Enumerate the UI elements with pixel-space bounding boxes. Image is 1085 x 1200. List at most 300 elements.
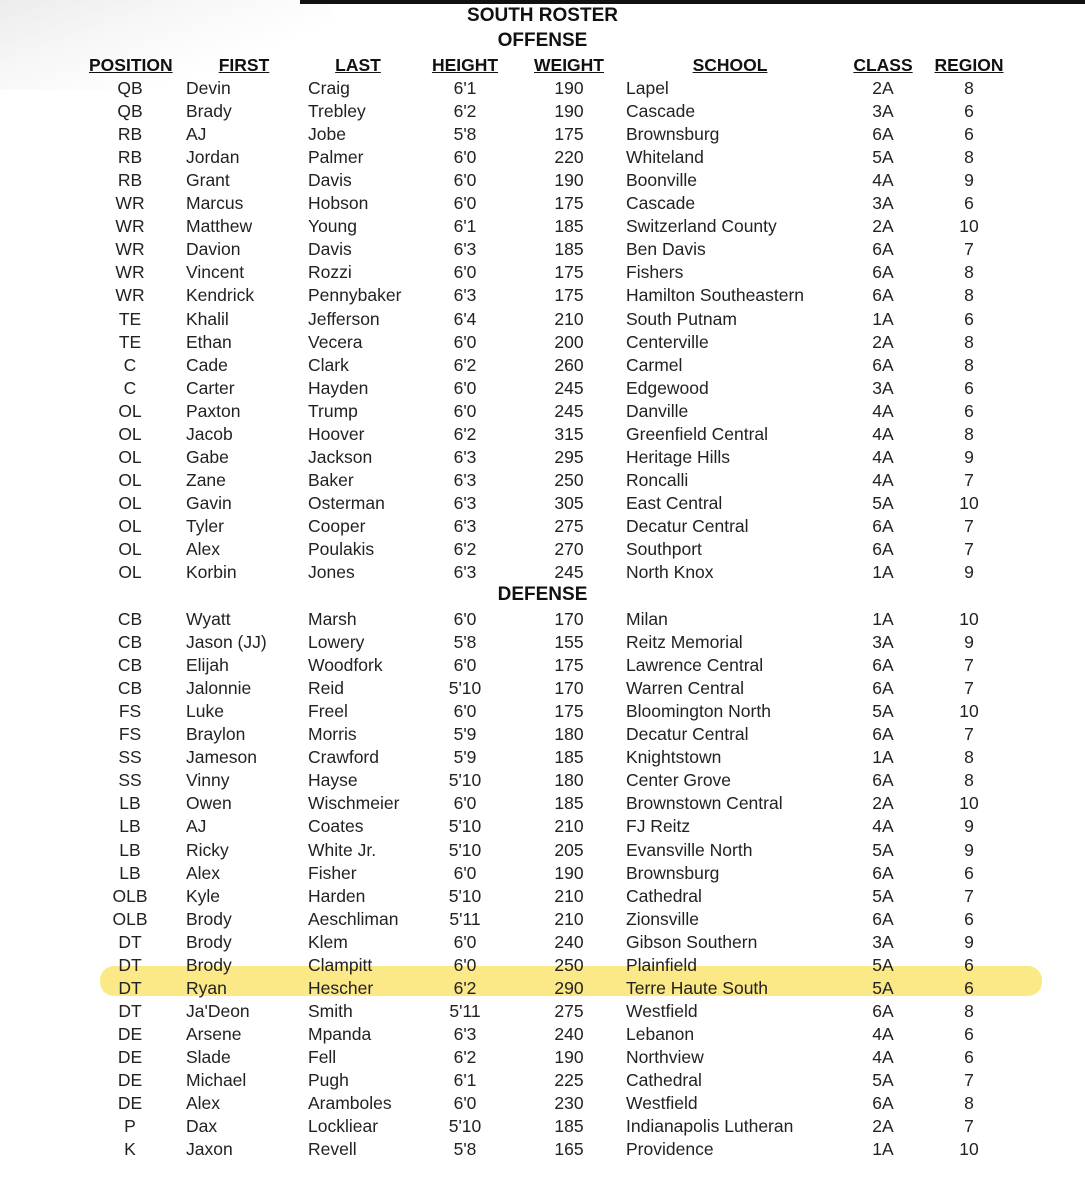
region-cell: 6	[964, 1046, 974, 1067]
first-name-cell: Paxton	[186, 400, 241, 421]
region-cell: 8	[964, 78, 974, 98]
last-name-cell: Jobe	[308, 124, 346, 145]
school-cell: Roncalli	[626, 469, 689, 490]
region-cell: 9	[964, 931, 974, 952]
region-cell: 10	[959, 492, 979, 513]
school-cell: Gibson Southern	[626, 931, 758, 952]
last-name-cell: Mpanda	[308, 1023, 372, 1044]
header-region: REGION	[934, 55, 1004, 75]
last-name-cell: Vecera	[308, 331, 363, 352]
first-name-cell: Owen	[186, 793, 232, 814]
weight-cell: 295	[554, 446, 584, 467]
school-cell: Centerville	[626, 331, 709, 352]
class-cell: 6A	[872, 678, 894, 699]
first-name-cell: Alex	[186, 862, 221, 883]
table-row	[0, 885, 1085, 908]
weight-cell: 175	[554, 262, 584, 283]
first-name-cell: Grant	[186, 170, 230, 191]
region-cell: 7	[964, 515, 974, 536]
height-cell: 5'11	[449, 908, 481, 929]
last-name-cell: Harden	[308, 885, 366, 906]
position-cell: OL	[118, 400, 142, 421]
class-cell: 6A	[872, 770, 894, 791]
region-cell: 9	[964, 632, 974, 653]
header-school: SCHOOL	[692, 55, 768, 75]
last-name-cell: Clark	[308, 354, 349, 375]
position-cell: C	[123, 354, 137, 375]
first-name-cell: Dax	[186, 1116, 218, 1137]
table-row	[0, 977, 1085, 1000]
first-name-cell: Alex	[186, 539, 221, 559]
last-name-cell: Coates	[308, 816, 364, 837]
school-cell: Brownstown Central	[626, 793, 783, 814]
school-cell: Cascade	[626, 101, 696, 122]
height-cell: 6'3	[453, 469, 477, 490]
class-cell: 3A	[872, 377, 894, 398]
height-cell: 6'0	[453, 377, 477, 398]
first-name-cell: Zane	[186, 469, 226, 490]
height-cell: 6'0	[453, 793, 477, 814]
table-row	[0, 1023, 1085, 1046]
table-row	[0, 469, 1085, 492]
last-name-cell: Freel	[308, 701, 348, 722]
offense-heading: OFFENSE	[497, 30, 588, 51]
region-cell: 8	[964, 331, 974, 352]
first-name-cell: Vinny	[186, 770, 230, 791]
class-cell: 6A	[872, 515, 894, 536]
last-name-cell: Craig	[308, 78, 350, 98]
height-cell: 6'3	[453, 285, 477, 306]
table-row	[0, 746, 1085, 769]
first-name-cell: Elijah	[186, 655, 229, 676]
region-cell: 8	[964, 147, 974, 168]
header-position: POSITION	[89, 55, 173, 75]
position-cell: QB	[117, 78, 143, 98]
table-row	[0, 492, 1085, 515]
position-cell: WR	[115, 193, 145, 214]
weight-cell: 210	[554, 885, 584, 906]
height-cell: 5'10	[448, 1116, 482, 1137]
first-name-cell: Arsene	[186, 1023, 242, 1044]
position-cell: OL	[118, 446, 142, 467]
first-name-cell: Ja'Deon	[186, 1000, 250, 1021]
table-row	[0, 1092, 1085, 1115]
header-last: LAST	[335, 55, 381, 75]
weight-cell: 275	[554, 1000, 584, 1021]
last-name-cell: Smith	[308, 1000, 353, 1021]
weight-cell: 210	[554, 816, 584, 837]
weight-cell: 305	[554, 492, 584, 513]
position-cell: DT	[118, 954, 142, 975]
position-cell: OL	[118, 539, 142, 559]
weight-cell: 190	[554, 170, 584, 191]
header-class: CLASS	[853, 55, 913, 75]
weight-cell: 275	[554, 515, 584, 536]
height-cell: 6'0	[453, 400, 477, 421]
position-cell: SS	[118, 747, 142, 768]
height-cell: 5'10	[448, 770, 482, 791]
height-cell: 6'0	[453, 701, 477, 722]
weight-cell: 205	[554, 839, 584, 860]
position-cell: WR	[115, 262, 145, 283]
position-cell: RB	[117, 170, 143, 191]
region-cell: 10	[959, 701, 979, 722]
region-cell: 6	[964, 908, 974, 929]
position-cell: CB	[117, 632, 143, 653]
height-cell: 5'8	[453, 1139, 477, 1160]
position-cell: DT	[118, 931, 142, 952]
last-name-cell: Wischmeier	[308, 793, 400, 814]
class-cell: 5A	[872, 885, 894, 906]
table-row	[0, 839, 1085, 862]
class-cell: 6A	[872, 655, 894, 676]
region-cell: 9	[964, 816, 974, 837]
first-name-cell: Ethan	[186, 331, 232, 352]
table-row	[0, 608, 1085, 631]
school-cell: Knightstown	[626, 747, 722, 768]
table-row	[0, 261, 1085, 284]
last-name-cell: Rozzi	[308, 262, 352, 283]
school-cell: Brownsburg	[626, 124, 720, 145]
school-cell: Terre Haute South	[626, 977, 769, 998]
position-cell: CB	[117, 609, 143, 629]
weight-cell: 190	[554, 101, 584, 122]
weight-cell: 175	[554, 124, 584, 145]
table-row	[0, 515, 1085, 538]
region-cell: 9	[964, 839, 974, 860]
weight-cell: 225	[554, 1070, 584, 1090]
weight-cell: 240	[554, 1023, 584, 1044]
region-cell: 8	[964, 1000, 974, 1021]
region-cell: 7	[964, 1070, 974, 1090]
class-cell: 5A	[872, 701, 894, 722]
weight-cell: 240	[554, 931, 584, 952]
last-name-cell: White Jr.	[308, 839, 377, 860]
first-name-cell: Alex	[186, 1093, 221, 1114]
table-row	[0, 331, 1085, 354]
table-row	[0, 677, 1085, 700]
school-cell: Heritage Hills	[626, 446, 731, 467]
position-cell: C	[123, 377, 137, 398]
position-cell: LB	[119, 793, 141, 814]
school-cell: Cathedral	[626, 1070, 702, 1090]
weight-cell: 175	[554, 701, 584, 722]
region-cell: 10	[959, 609, 979, 629]
first-name-cell: Slade	[186, 1046, 231, 1067]
school-cell: Lapel	[626, 78, 669, 98]
school-cell: Westfield	[626, 1000, 698, 1021]
first-name-cell: Jordan	[186, 147, 240, 168]
region-cell: 6	[964, 400, 974, 421]
table-row	[0, 400, 1085, 423]
weight-cell: 170	[554, 609, 584, 629]
school-cell: Lebanon	[626, 1023, 695, 1044]
position-cell: WR	[115, 239, 145, 260]
height-cell: 6'0	[453, 609, 477, 629]
region-cell: 6	[964, 862, 974, 883]
region-cell: 10	[959, 793, 979, 814]
table-row	[0, 284, 1085, 307]
position-cell: QB	[117, 101, 143, 122]
position-cell: OLB	[112, 885, 148, 906]
weight-cell: 210	[554, 308, 584, 329]
height-cell: 6'2	[453, 1046, 477, 1067]
last-name-cell: Clampitt	[308, 954, 373, 975]
school-cell: Brownsburg	[626, 862, 720, 883]
region-cell: 6	[964, 377, 974, 398]
weight-cell: 250	[554, 954, 584, 975]
class-cell: 3A	[872, 101, 894, 122]
height-cell: 6'0	[453, 331, 477, 352]
class-cell: 6A	[872, 539, 894, 559]
weight-cell: 245	[554, 400, 584, 421]
school-cell: Lawrence Central	[626, 655, 764, 676]
height-cell: 6'0	[453, 193, 477, 214]
position-cell: TE	[118, 308, 142, 329]
weight-cell: 210	[554, 908, 584, 929]
school-cell: Milan	[626, 609, 668, 629]
class-cell: 5A	[872, 954, 894, 975]
table-row	[0, 815, 1085, 838]
last-name-cell: Trump	[308, 400, 358, 421]
school-cell: Cascade	[626, 193, 696, 214]
position-cell: WR	[115, 216, 145, 237]
table-row	[0, 446, 1085, 469]
height-cell: 6'2	[453, 101, 477, 122]
region-cell: 6	[964, 124, 974, 145]
position-cell: WR	[115, 285, 145, 306]
first-name-cell: Vincent	[186, 262, 245, 283]
region-cell: 9	[964, 562, 974, 583]
table-row	[0, 377, 1085, 400]
height-cell: 5'9	[453, 724, 477, 745]
school-cell: Switzerland County	[626, 216, 777, 237]
class-cell: 6A	[872, 724, 894, 745]
table-row	[0, 1000, 1085, 1023]
height-cell: 6'0	[453, 262, 477, 283]
height-cell: 6'0	[453, 170, 477, 191]
table-row	[0, 700, 1085, 723]
last-name-cell: Aeschliman	[308, 908, 399, 929]
school-cell: South Putnam	[626, 308, 737, 329]
last-name-cell: Hoover	[308, 423, 365, 444]
school-cell: Cathedral	[626, 885, 702, 906]
first-name-cell: Tyler	[186, 515, 224, 536]
school-cell: East Central	[626, 492, 723, 513]
first-name-cell: Brady	[186, 101, 232, 122]
last-name-cell: Woodfork	[308, 655, 383, 676]
school-cell: Northview	[626, 1046, 704, 1067]
first-name-cell: Khalil	[186, 308, 229, 329]
position-cell: LB	[119, 839, 141, 860]
position-cell: CB	[117, 678, 143, 699]
school-cell: Decatur Central	[626, 724, 749, 745]
class-cell: 6A	[872, 354, 894, 375]
first-name-cell: Gavin	[186, 492, 232, 513]
height-cell: 5'8	[453, 632, 477, 653]
school-cell: Indianapolis Lutheran	[626, 1116, 794, 1137]
weight-cell: 175	[554, 285, 584, 306]
table-row	[0, 561, 1085, 584]
first-name-cell: Luke	[186, 701, 224, 722]
first-name-cell: Jameson	[186, 747, 258, 768]
first-name-cell: AJ	[186, 124, 207, 145]
table-row	[0, 908, 1085, 931]
weight-cell: 190	[554, 78, 584, 98]
last-name-cell: Hayse	[308, 770, 358, 791]
class-cell: 4A	[872, 1023, 894, 1044]
class-cell: 1A	[872, 609, 894, 629]
last-name-cell: Davis	[308, 170, 352, 191]
class-cell: 6A	[872, 862, 894, 883]
school-cell: Hamilton Southeastern	[626, 285, 805, 306]
first-name-cell: Brody	[186, 954, 232, 975]
height-cell: 6'3	[453, 1023, 477, 1044]
position-cell: OL	[118, 492, 142, 513]
last-name-cell: Fisher	[308, 862, 357, 883]
class-cell: 1A	[872, 747, 894, 768]
weight-cell: 155	[554, 632, 584, 653]
height-cell: 6'2	[453, 977, 477, 998]
height-cell: 6'2	[453, 354, 477, 375]
class-cell: 6A	[872, 1093, 894, 1114]
class-cell: 2A	[872, 1116, 894, 1137]
table-row	[0, 1138, 1085, 1161]
weight-cell: 230	[554, 1093, 584, 1114]
class-cell: 4A	[872, 1046, 894, 1067]
school-cell: Westfield	[626, 1093, 698, 1114]
first-name-cell: Kendrick	[186, 285, 255, 306]
table-row	[0, 1046, 1085, 1069]
height-cell: 6'3	[453, 562, 477, 583]
header-height: HEIGHT	[431, 55, 499, 75]
last-name-cell: Lockliear	[308, 1116, 379, 1137]
last-name-cell: Trebley	[308, 101, 366, 122]
region-cell: 8	[964, 262, 974, 283]
class-cell: 1A	[872, 1139, 894, 1160]
height-cell: 5'10	[448, 678, 482, 699]
position-cell: DE	[117, 1070, 143, 1090]
school-cell: Whiteland	[626, 147, 704, 168]
height-cell: 5'8	[453, 124, 477, 145]
school-cell: Bloomington North	[626, 701, 771, 722]
first-name-cell: Brody	[186, 908, 232, 929]
position-cell: FS	[118, 724, 142, 745]
school-cell: Edgewood	[626, 377, 709, 398]
position-cell: LB	[119, 816, 141, 837]
table-row	[0, 1069, 1085, 1092]
position-cell: DT	[118, 977, 142, 998]
height-cell: 6'3	[453, 446, 477, 467]
region-cell: 7	[964, 724, 974, 745]
region-cell: 10	[959, 216, 979, 237]
last-name-cell: Jones	[308, 562, 355, 583]
region-cell: 8	[964, 770, 974, 791]
region-cell: 10	[959, 1139, 979, 1160]
class-cell: 6A	[872, 285, 894, 306]
region-cell: 8	[964, 423, 974, 444]
height-cell: 5'11	[449, 1000, 481, 1021]
position-cell: LB	[119, 862, 141, 883]
last-name-cell: Pennybaker	[308, 285, 402, 306]
weight-cell: 185	[554, 747, 584, 768]
region-cell: 6	[964, 193, 974, 214]
class-cell: 6A	[872, 1000, 894, 1021]
first-name-cell: Jason (JJ)	[186, 632, 267, 653]
height-cell: 6'1	[453, 1070, 477, 1090]
class-cell: 3A	[872, 193, 894, 214]
position-cell: OL	[118, 515, 142, 536]
region-cell: 8	[964, 1093, 974, 1114]
table-row	[0, 1115, 1085, 1138]
first-name-cell: Jaxon	[186, 1139, 233, 1160]
region-cell: 8	[964, 354, 974, 375]
position-cell: CB	[117, 655, 143, 676]
class-cell: 4A	[872, 170, 894, 191]
school-cell: Southport	[626, 539, 702, 559]
class-cell: 1A	[872, 308, 894, 329]
last-name-cell: Osterman	[308, 492, 385, 513]
class-cell: 2A	[872, 793, 894, 814]
first-name-cell: Jalonnie	[186, 678, 252, 699]
table-row	[0, 654, 1085, 677]
height-cell: 6'1	[453, 216, 477, 237]
table-row	[0, 423, 1085, 446]
school-cell: Greenfield Central	[626, 423, 769, 444]
position-cell: TE	[118, 331, 142, 352]
weight-cell: 170	[554, 678, 584, 699]
class-cell: 5A	[872, 492, 894, 513]
school-cell: Providence	[626, 1139, 714, 1160]
table-row	[0, 192, 1085, 215]
table-row	[0, 169, 1085, 192]
table-row	[0, 769, 1085, 792]
height-cell: 6'0	[453, 954, 477, 975]
first-name-cell: Gabe	[186, 446, 229, 467]
height-cell: 6'0	[453, 147, 477, 168]
class-cell: 6A	[872, 262, 894, 283]
last-name-cell: Palmer	[308, 147, 364, 168]
last-name-cell: Crawford	[308, 747, 379, 768]
last-name-cell: Lowery	[308, 632, 365, 653]
last-name-cell: Morris	[308, 724, 357, 745]
first-name-cell: Braylon	[186, 724, 246, 745]
position-cell: DE	[117, 1046, 143, 1067]
height-cell: 6'0	[453, 931, 477, 952]
first-name-cell: Davion	[186, 239, 241, 260]
height-cell: 6'0	[453, 655, 477, 676]
weight-cell: 175	[554, 655, 584, 676]
height-cell: 5'9	[453, 747, 477, 768]
table-row	[0, 215, 1085, 238]
table-row	[0, 100, 1085, 123]
last-name-cell: Jackson	[308, 446, 373, 467]
weight-cell: 290	[554, 977, 584, 998]
region-cell: 6	[964, 977, 974, 998]
last-name-cell: Reid	[308, 678, 344, 699]
region-cell: 7	[964, 655, 974, 676]
top-border	[300, 0, 1085, 4]
height-cell: 6'4	[453, 308, 477, 329]
class-cell: 4A	[872, 469, 894, 490]
school-cell: Carmel	[626, 354, 683, 375]
table-row	[0, 123, 1085, 146]
header-weight: WEIGHT	[534, 55, 604, 75]
class-cell: 1A	[872, 562, 894, 583]
school-cell: Center Grove	[626, 770, 732, 791]
region-cell: 8	[964, 747, 974, 768]
last-name-cell: Klem	[308, 931, 348, 952]
